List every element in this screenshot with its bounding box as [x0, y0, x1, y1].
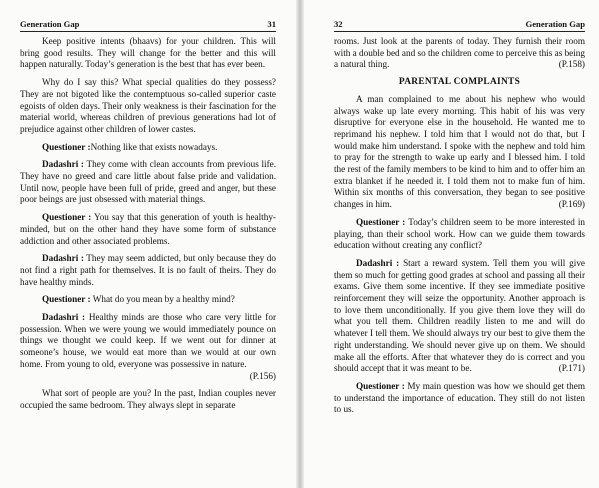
speaker-label: Dadashri :	[42, 159, 84, 170]
speaker-label: Questioner :	[356, 216, 406, 227]
paragraph: Questioner : You say that this generation of youth is healthy-minded, but on the other hand they have some form of substance addiction and other associated problems.	[20, 212, 276, 246]
running-title: Generation Gap	[525, 19, 585, 29]
speaker-label: Questioner :	[42, 212, 92, 223]
speaker-label: Questioner :	[356, 380, 405, 391]
page-reference: (P.169)	[558, 199, 585, 210]
running-title: Generation Gap	[20, 19, 80, 29]
speaker-label: Dadashri :	[42, 312, 86, 323]
speaker-label: Dadashri :	[42, 253, 84, 264]
page-number: 31	[267, 19, 276, 29]
page-number: 32	[334, 19, 343, 29]
left-page	[0, 0, 299, 488]
paragraph: Dadashri : They come with clean accounts from previous life. They have no greed and care little about false pride and validation. Until now, people have been full of pride, greed and anger, but these poor beings are just obsessed with material things.	[20, 159, 277, 205]
paragraph: Keep positive intents (bhaavs) for your children. This will bring good results. They will change for the better and this will happen naturally. Today’s generation is the best that has ever been.	[20, 36, 276, 70]
speaker-label: Questioner :	[42, 294, 91, 305]
left-page-header	[20, 17, 276, 31]
paragraph-continuation: rooms. Just look at the parents of today. They furnish their room with a double bed and so the children come to perceive this as being a natural thing. (P.158)	[334, 36, 585, 70]
paragraph: Dadashri : Healthy minds are those who care very little for possession. When we were young we would immediately pounce on things we thought we could keep. If we went out for dinner at someone’s house, we would eat more than we would at our own home. From young to old, everyone was possessive in nature. (P.156)	[20, 312, 277, 381]
page-reference: (P.156)	[249, 370, 276, 381]
left-page-body	[20, 36, 276, 418]
page-reference: (P.171)	[558, 363, 585, 374]
right-page-header	[334, 17, 585, 31]
speaker-label: Questioner :	[42, 141, 91, 152]
paragraph: What sort of people are you? In the past, Indian couples never occupied the same bedroom. They always slept in separate	[20, 388, 276, 410]
paragraph: Dadashri : Start a reward system. Tell them you will give them so much for getting good grades at school and passing all their exams. Give them some incentive. If they see immediate positive reinforcement they will seize the opportunity. Another approach is to love them unconditionally. If you give them love they will do what you tell them. Children readily listen to me and will do whatever I tell them. We should always try our best to give them the right understanding. We should never give up on them. We should make all the efforts. After that whatever they do is correct and you should accept that it was meant to be. (P.171)	[334, 257, 586, 374]
paragraph: Dadashri : They may seem addicted, but only because they do not find a right path for themselves. It is no fault of theirs. They do have healthy minds.	[20, 253, 276, 287]
paragraph: A man complained to me about his nephew who would always wake up late every morning. This habit of his was very disruptive for everyone else in the household. He wanted me to reprimand his nephew. I told him that I would not do that, but I would make him understand. I spoke with the nephew and told him to pray for the strength to wake up early and I blessed him. I told the rest of the family members to be kind to him and to offer him an extra blanket if he needed it. I told them not to make fun of him. Within six months of this conversation, they began to see positive changes in him. (P.169)	[334, 93, 585, 210]
paragraph: Questioner : My main question was how we should get them to understand the importance of education. They still do not listen to us.	[334, 380, 585, 415]
paragraph: Questioner :Nothing like that exists nowadays.	[42, 141, 218, 152]
right-page-body	[334, 36, 585, 422]
paragraph: Questioner : Today’s children seem to be more interested in playing, than their school work. How can we guide them towards education without creating any conflict?	[334, 216, 586, 251]
header-rule	[20, 31, 276, 32]
right-page	[300, 0, 599, 488]
paragraph: Questioner : What do you mean by a healthy mind?	[42, 294, 235, 305]
section-heading: PARENTAL COMPLAINTS	[398, 77, 521, 88]
paragraph: Why do I say this? What special qualities do they possess? They are not bigoted like the contemptuous so-called superior caste egoists of olden days. Their only weakness is their fascination for the material world, whereas children of previous generations had lot of prejudice against other children of lower castes.	[20, 77, 276, 134]
speaker-label: Dadashri :	[356, 257, 400, 268]
header-rule	[334, 31, 585, 32]
page-reference: (P.158)	[558, 59, 585, 70]
